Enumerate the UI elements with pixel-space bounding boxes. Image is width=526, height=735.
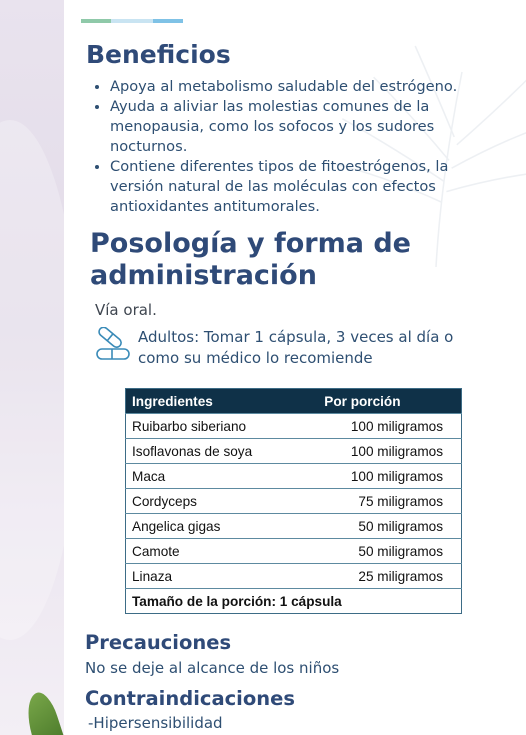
content-panel: [64, 0, 526, 735]
table-row: [126, 489, 462, 514]
contraindications-text: -Hipersensibilidad: [88, 714, 223, 732]
precautions-title: Precauciones: [85, 631, 232, 654]
header-portion: Por porción: [304, 389, 461, 414]
benefits-title: Beneficios: [86, 40, 231, 69]
precautions-text: No se deje al alcance de los niños: [85, 659, 340, 677]
ingredient-amount: 100 miligramos: [304, 464, 461, 489]
benefit-item: • Ayuda a aliviar las molestias comunes de la menopausia, como los sofocos y los sudores nocturnos.: [110, 97, 466, 157]
header-ingredient: Ingredientes: [126, 389, 305, 414]
ingredient-name: Angelica gigas: [126, 514, 305, 539]
ingredient-name: Maca: [126, 464, 305, 489]
table-row: [126, 539, 462, 564]
table-row: [126, 564, 462, 589]
serving-size-row: [126, 589, 462, 614]
ingredient-name: Linaza: [126, 564, 305, 589]
ingredient-amount: 50 miligramos: [304, 539, 461, 564]
accent-bar-green: [81, 19, 111, 23]
ingredient-amount: 100 miligramos: [304, 439, 461, 464]
accent-bar-light-blue: [111, 19, 153, 23]
leaf-decoration: [20, 689, 64, 735]
ingredient-amount: 25 miligramos: [304, 564, 461, 589]
benefits-list: [92, 77, 466, 217]
contraindications-title: Contraindicaciones: [85, 687, 295, 710]
table-row: [126, 439, 462, 464]
route-text: Vía oral.: [95, 301, 157, 319]
ingredient-amount: 75 miligramos: [304, 489, 461, 514]
ingredient-name: Isoflavonas de soya: [126, 439, 305, 464]
table-row: [126, 464, 462, 489]
table-row: [126, 414, 462, 439]
serving-size-text: Tamaño de la porción: 1 cápsula: [126, 589, 462, 614]
benefit-item: • Contiene diferentes tipos de fitoestrógenos, la versión natural de las moléculas con efectos antioxidantes antitumorales.: [110, 157, 466, 217]
ingredients-table: [125, 388, 462, 614]
benefit-item: • Apoya al metabolismo saludable del estrógeno.: [110, 77, 466, 97]
dosage-title: Posología y forma de administración: [90, 228, 411, 291]
table-row: [126, 514, 462, 539]
ingredient-name: Cordyceps: [126, 489, 305, 514]
capsule-icon: [95, 327, 133, 361]
accent-bar-blue: [153, 19, 183, 23]
ingredient-amount: 50 miligramos: [304, 514, 461, 539]
left-decorative-strip: [0, 0, 64, 735]
ingredient-name: Camote: [126, 539, 305, 564]
ingredient-amount: 100 miligramos: [304, 414, 461, 439]
top-accent-bars: [81, 19, 231, 23]
background-curve: [0, 120, 64, 640]
ingredient-name: Ruibarbo siberiano: [126, 414, 305, 439]
dosage-instructions: Adultos: Tomar 1 cápsula, 3 veces al día o como su médico lo recomiende: [138, 328, 454, 367]
table-header-row: [126, 389, 462, 414]
